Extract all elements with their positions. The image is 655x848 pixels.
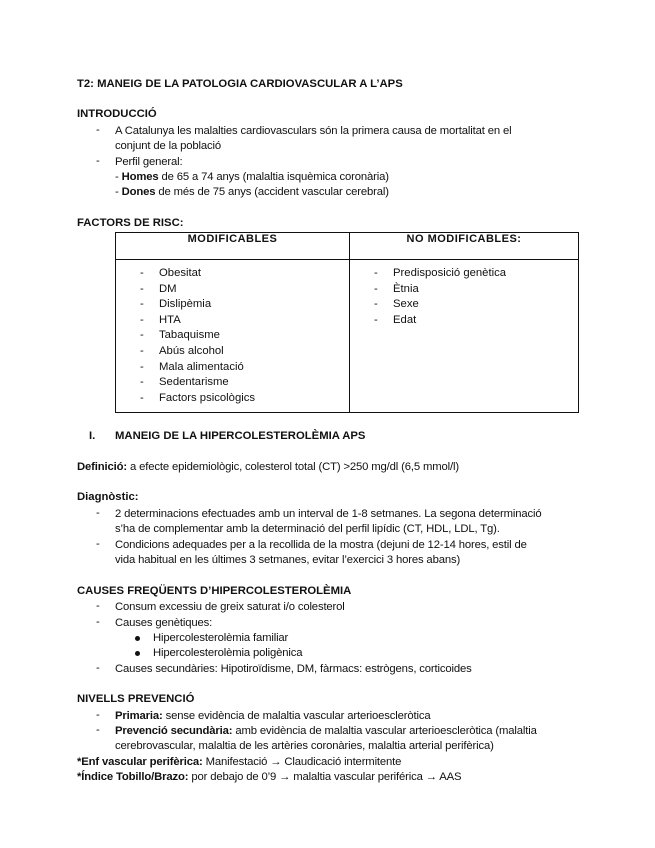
note-peripheral-vascular: *Enf vascular perifèrica: Manifestació → Claudicació intermitente: [77, 756, 402, 768]
diagnosis-item2-line1: Condicions adequades per a la recollida de la mostra (dejuni de 12-14 hores, estil de: [115, 539, 527, 551]
list-item: - Tabaquisme: [116, 328, 349, 344]
bullet-dash: -: [96, 124, 100, 136]
modifiable-cell: [116, 260, 350, 413]
cause-subitem: Hipercolesterolèmia poligènica: [153, 647, 303, 659]
bullet-dash: -: [96, 724, 100, 736]
list-item: - DM: [116, 282, 349, 298]
bullet-dash: -: [96, 155, 100, 167]
cause-subitem: Hipercolesterolèmia familiar: [153, 632, 289, 644]
document-title: T2: MANEIG DE LA PATOLOGIA CARDIOVASCULAR A L’APS: [77, 78, 403, 90]
bullet-dash: -: [96, 600, 100, 612]
intro-men: - Homes de 65 a 74 anys (malaltia isquèmica coronària): [115, 171, 389, 183]
bullet-dash: -: [96, 507, 100, 519]
cause-item: Consum excessiu de greix saturat i/o colesterol: [115, 601, 345, 613]
diagnosis-item1-line2: s’ha de complementar amb la determinació del perfil lipídic (CT, HDL, LDL, Tg).: [115, 523, 500, 535]
list-item: - Mala alimentació: [116, 360, 349, 376]
section-heading: MANEIG DE LA HIPERCOLESTEROLÈMIA APS: [115, 430, 366, 442]
list-item: - Sedentarisme: [116, 375, 349, 391]
diagnosis-heading: Diagnòstic:: [77, 491, 139, 503]
prevention-primary: Primaria: sense evidència de malaltia vascular arterioescleròtica: [115, 710, 431, 722]
prevention-secondary: Prevenció secundària: amb evidència de malaltia vascular arterioescleròtica (malaltia: [115, 725, 537, 737]
non-modifiable-list: [350, 266, 578, 328]
risk-heading: FACTORS DE RISC:: [77, 217, 184, 229]
risk-factors-table: [115, 232, 579, 413]
list-item: - Abús alcohol: [116, 344, 349, 360]
list-item: - Factors psicològics: [116, 391, 349, 407]
list-item: - HTA: [116, 313, 349, 329]
col-header-non-modifiable: NO MODIFICABLES:: [350, 233, 579, 260]
cause-item: Causes secundàries: Hipotiroïdisme, DM, fàrmacs: estrògens, corticoides: [115, 663, 472, 675]
bullet-dot: [135, 636, 140, 641]
diagnosis-item1-line1: 2 determinacions efectuades amb un interval de 1-8 setmanes. La segona determinació: [115, 508, 542, 520]
bullet-dash: -: [96, 616, 100, 628]
cause-item: Causes genètiques:: [115, 617, 213, 629]
definition: Definició: a efecte epidemiològic, colesterol total (CT) >250 mg/dl (6,5 mmol/l): [77, 461, 459, 473]
note-ankle-brachial-index: *Índice Tobillo/Brazo: por debajo de 0’9 → malaltia vascular periférica → AAS: [77, 771, 462, 783]
intro-text-line1: A Catalunya les malalties cardiovasculars són la primera causa de mortalitat en el: [115, 125, 512, 137]
prevention-heading: NIVELLS PREVENCIÓ: [77, 693, 195, 705]
section-number: I.: [89, 430, 96, 442]
intro-women: - Dones de més de 75 anys (accident vascular cerebral): [115, 186, 389, 198]
prevention-secondary-line2: cerebrovascular, malaltia de les artèries coronàries, malaltia arterial perifèrica): [115, 740, 494, 752]
list-item: - Sexe: [350, 297, 578, 313]
list-item: - Ètnia: [350, 282, 578, 298]
intro-profile: Perfil general:: [115, 156, 183, 168]
col-header-modifiable: MODIFICABLES: [116, 233, 350, 260]
modifiable-list: [116, 266, 349, 406]
intro-text-line2: conjunt de la població: [115, 140, 221, 152]
intro-heading: INTRODUCCIÓ: [77, 108, 157, 120]
bullet-dash: -: [96, 662, 100, 674]
bullet-dot: [135, 651, 140, 656]
bullet-dash: -: [96, 538, 100, 550]
list-item: - Predisposició genètica: [350, 266, 578, 282]
bullet-dash: -: [96, 709, 100, 721]
list-item: - Dislipèmia: [116, 297, 349, 313]
causes-heading: CAUSES FREQÜENTS D’HIPERCOLESTEROLÈMIA: [77, 585, 352, 597]
non-modifiable-cell: [350, 260, 579, 413]
diagnosis-item2-line2: vida habitual en les últimes 3 setmanes, evitar l’exercici 3 hores abans): [115, 554, 461, 566]
list-item: - Edat: [350, 313, 578, 329]
list-item: - Obesitat: [116, 266, 349, 282]
